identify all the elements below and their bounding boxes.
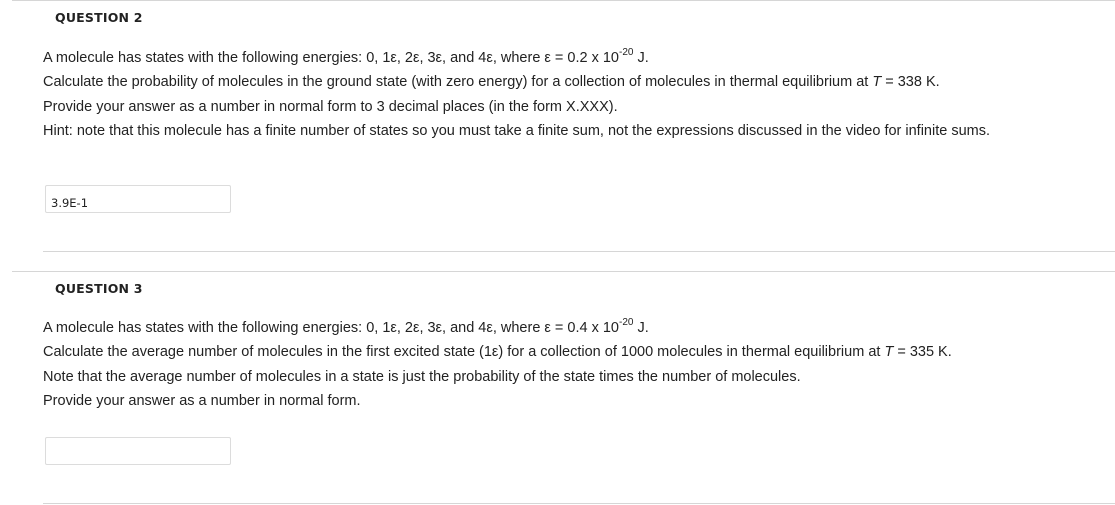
question-2-header: QUESTION 2 <box>55 10 143 25</box>
question-2-hint: Hint: note that this molecule has a finite number of states so you must take a finite sum, not the expressions discussed in the video for infinite sums. <box>43 123 991 139</box>
question-2-bottom-divider <box>43 251 1115 252</box>
question-2-body <box>43 49 1043 140</box>
question-2-energies: A molecule has states with the following energies: 0, 1ε, 2ε, 3ε, and 4ε, where ε = 0.2 x $10^{-20}$ J. <box>43 47 649 66</box>
top-divider <box>12 0 1115 1</box>
question-3-answer-input[interactable] <box>45 437 231 465</box>
question-3-bottom-divider <box>43 503 1115 504</box>
question-3-note: Note that the average number of molecules in a state is just the probability of the state times the number of molecules. <box>43 369 801 385</box>
question-3-body <box>43 319 1043 410</box>
question-3-format: Provide your answer as a number in normal form. <box>43 393 361 409</box>
question-3-header: QUESTION 3 <box>55 281 143 296</box>
question-2-format: Provide your answer as a number in normal form to 3 decimal places (in the form X.XXX). <box>43 99 618 115</box>
question-2-prompt: Calculate the probability of molecules in the ground state (with zero energy) for a collection of molecules in thermal equilibrium at T = 338 K. <box>43 74 940 90</box>
question-2-answer-input[interactable] <box>45 185 231 213</box>
question-3-energies: A molecule has states with the following energies: 0, 1ε, 2ε, 3ε, and 4ε, where ε = 0.4 x $10^{-20}$ J. <box>43 317 649 336</box>
question-3-top-divider <box>12 271 1115 272</box>
question-3-prompt: Calculate the average number of molecules in the first excited state (1ε) for a collection of 1000 molecules in thermal equilibrium at T = 335 K. <box>43 344 952 360</box>
